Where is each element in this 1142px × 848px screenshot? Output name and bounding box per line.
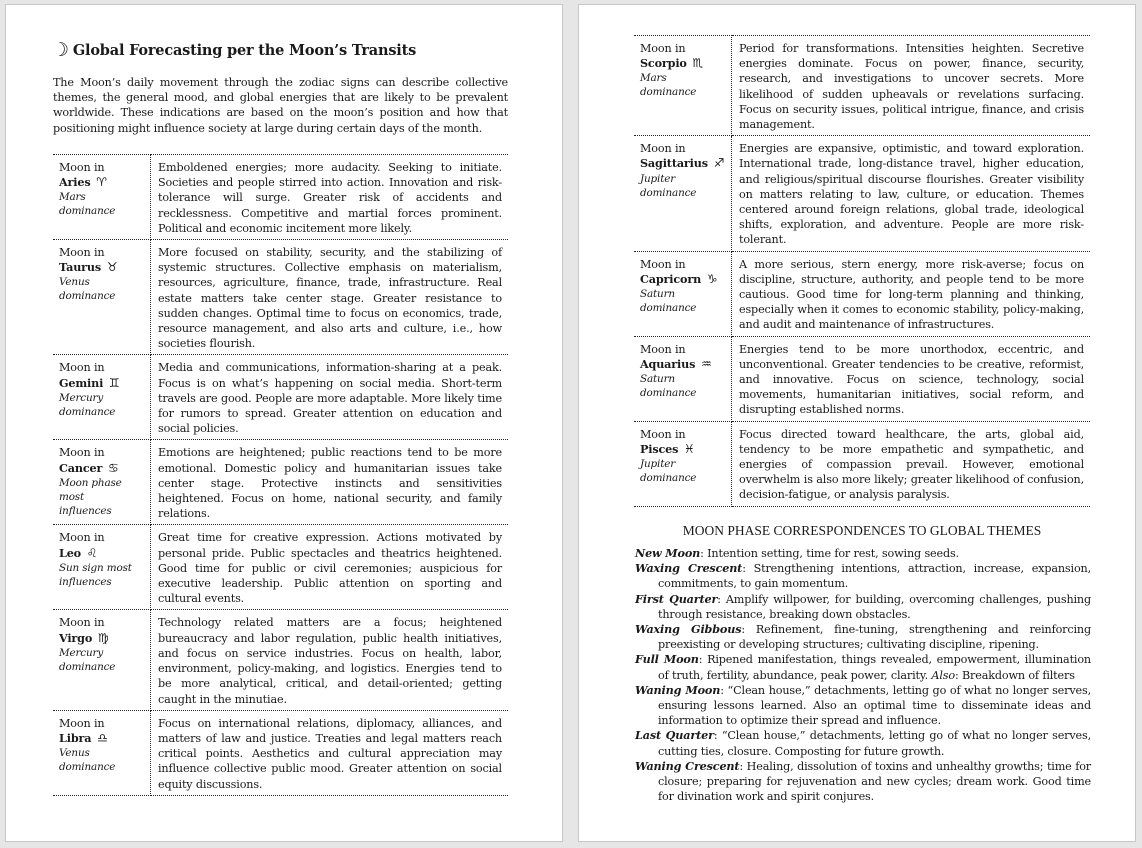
ruler-label: Sun sign most influences	[59, 561, 132, 588]
sign-description: Focus directed toward healthcare, the arts, global aid, tendency to be more empathetic and sympathetic, and energies of compassion prevail. However, emotional overwhelm is also more likely; greater likelihood of confusion, decision-fatigue, or analysis paralysis.	[732, 421, 1091, 506]
phase-item-waning-crescent	[635, 759, 1091, 805]
sign-name-text: Virgo	[59, 630, 93, 645]
sign-label-cell	[53, 710, 151, 795]
zodiac-table-left	[53, 154, 508, 796]
sign-name	[59, 461, 144, 476]
document-page-left	[5, 4, 563, 842]
phase-name: Waxing Gibbous	[635, 622, 742, 637]
also-text: : Breakdown of filters	[954, 668, 1075, 682]
ruler-label: Mars dominance	[640, 72, 697, 99]
table-row	[634, 336, 1090, 421]
moon-in-label: Moon in	[59, 161, 105, 174]
ruler-label: Jupiter dominance	[640, 172, 697, 199]
libra-icon: ♎︎	[97, 730, 108, 745]
sign-description: More focused on stability, security, and the stabilizing of systemic structures. Collective emphasis on materialism, resources, agriculture, finance, trade, infrastructure. Real estate matters take center stage. Greater resistance to sudden changes. Optimal time to focus on economics, trade, resource management, and also arts and culture, i.e., how societies flourish.	[151, 240, 509, 355]
phase-item-waning-moon	[635, 683, 1091, 729]
phase-name: Waning Moon	[635, 682, 721, 697]
pisces-icon: ♓︎	[684, 441, 695, 456]
sign-label-cell	[53, 525, 151, 610]
phase-item-full-moon	[635, 652, 1091, 682]
sign-name	[640, 272, 725, 287]
sign-name	[59, 376, 144, 391]
page-title	[52, 38, 416, 60]
sign-label-cell	[53, 610, 151, 710]
page-title-text: Global Forecasting per the Moon’s Transits	[72, 42, 417, 59]
moon-in-label: Moon in	[59, 531, 105, 545]
sign-name-text: Scorpio	[640, 56, 687, 71]
table-row	[53, 525, 508, 610]
sign-description: Media and communications, information-sharing at a peak. Focus is on what’s happening on social media. Short-term travels are good. People are more adaptable. More likely time for rumors to spread. Greater attention on education and social policies.	[151, 355, 509, 440]
ruler-label: Jupiter dominance	[640, 458, 697, 485]
moon-in-label: Moon in	[640, 257, 686, 271]
crescent-moon-icon: ☽	[52, 39, 69, 61]
sign-name-text: Libra	[59, 730, 92, 745]
ruler-label: Mars dominance	[59, 191, 116, 218]
sign-description: A more serious, stern energy, more risk-averse; focus on discipline, structure, authority, and people tend to be more cautious. Good time for long-term planning and thinking, especially when it comes to economic stability, policy-making, and audit and maintenance of infrastructures.	[732, 251, 1091, 336]
ruler-label: Saturn dominance	[640, 288, 697, 315]
leo-icon: ♌︎	[86, 545, 98, 560]
phase-text: : Ripened manifestation, things revealed, empowerment, illumination of truth, fertility, abundance, peak power, clarity.	[658, 653, 1091, 682]
phase-item-new-moon	[635, 546, 1091, 561]
table-row	[53, 355, 508, 440]
moon-in-label: Moon in	[59, 246, 105, 260]
ruler-label: Venus dominance	[59, 747, 116, 774]
phase-text: : Refinement, fine-tuning, strengthening and reinforcing preexisting or developing structures; cultivating discipline, ripening.	[658, 623, 1091, 652]
sign-description: Technology related matters are a focus; heightened bureaucracy and labor regulation, public health initiatives, and focus on service industries. Focus on health, labor, environment, policy-making, and logistics. Energies tend to be more analytical, critical, and detail-oriented; getting caught in the minutiae.	[151, 610, 509, 710]
moon-in-label: Moon in	[59, 716, 105, 730]
sign-description: Emotions are heightened; public reactions tend to be more emotional. Domestic policy and humanitarian issues take center stage. Protective instincts and sensitivities heightened. Focus on home, national security, and family relations.	[151, 440, 509, 525]
sign-name	[640, 156, 725, 171]
sign-description: Focus on international relations, diplomacy, alliances, and matters of law and justice. Treaties and legal matters reach critical points. Aesthetics and cultural appreciation may influence collective public mood. Greater attention on social equity discussions.	[151, 710, 509, 795]
phase-text: : “Clean house,” detachments, letting go of what no longer serves, cutting ties, closure. Composting for future growth.	[658, 729, 1091, 758]
table-row	[53, 240, 508, 355]
sign-label-cell	[634, 251, 732, 336]
sign-name-text: Capricorn	[640, 271, 702, 286]
phase-name: First Quarter	[635, 591, 718, 606]
phase-text: : Healing, dissolution of toxins and unhealthy growths; time for closure; preparing for rejuvenation and new cycles; dream work. Good time for divination work and spirit conjures.	[658, 759, 1091, 804]
moon-in-label: Moon in	[640, 342, 686, 356]
gemini-icon: ♊︎	[109, 375, 120, 390]
sign-label-cell	[634, 421, 732, 506]
sign-name	[59, 731, 144, 746]
sign-name	[640, 56, 725, 71]
virgo-icon: ♍︎	[97, 630, 109, 645]
sign-name-text: Cancer	[59, 460, 103, 475]
sign-name	[59, 631, 144, 646]
moon-in-label: Moon in	[59, 361, 105, 375]
sign-name	[640, 442, 725, 457]
capricorn-icon: ♑︎	[706, 271, 718, 286]
sign-description: Energies are expansive, optimistic, and toward exploration. International trade, long-distance travel, higher education, and religious/spiritual discourse flourishes. Greater visibility on matters relating to law, culture, or education. Themes centered around foreign relations, global trade, ideological shifts, exploration, and adventure. People are more risk-tolerant.	[732, 136, 1091, 251]
table-row	[634, 36, 1090, 136]
sign-label-cell	[634, 136, 732, 251]
table-row	[634, 251, 1090, 336]
aries-icon: ♈︎	[96, 175, 107, 190]
moon-phase-heading: MOON PHASE CORRESPONDENCES TO GLOBAL THEMES	[682, 523, 1042, 538]
sign-label-cell	[53, 155, 151, 240]
ruler-label: Venus dominance	[59, 276, 116, 303]
phase-text: : “Clean house,” detachments, letting go of what no longer serves, ensuring lessons learned. Also an optimal time to disseminate ideas and information to optimize their spread and influence.	[658, 683, 1091, 728]
moon-phase-list	[635, 546, 1091, 804]
ruler-label: Mercury dominance	[59, 391, 116, 418]
moon-in-label: Moon in	[640, 427, 686, 441]
sign-name-text: Pisces	[640, 441, 679, 456]
phase-name: Waning Crescent	[635, 758, 740, 773]
sign-label-cell	[53, 240, 151, 355]
ruler-label: Moon phase most influences	[59, 476, 122, 517]
sagittarius-icon: ♐︎	[713, 156, 725, 171]
table-row	[53, 610, 508, 710]
moon-in-label: Moon in	[640, 42, 686, 55]
table-row	[634, 421, 1090, 506]
sign-name-text: Gemini	[59, 375, 104, 390]
sign-label-cell	[53, 440, 151, 525]
ruler-label: Mercury dominance	[59, 646, 116, 673]
sign-name-text: Sagittarius	[640, 156, 708, 171]
sign-name-text: Leo	[59, 545, 81, 560]
moon-in-label: Moon in	[59, 616, 105, 630]
sign-name-text: Aries	[59, 175, 91, 190]
document-page-right	[578, 4, 1136, 842]
phase-item-last-quarter	[635, 728, 1091, 758]
phase-name: Full Moon	[635, 652, 699, 667]
phase-name: New Moon	[635, 546, 701, 560]
sign-label-cell	[53, 355, 151, 440]
phase-text: : Amplify willpower, for building, overcoming challenges, pushing through resistance, breaking down obstacles.	[658, 592, 1091, 621]
sign-label-cell	[634, 336, 732, 421]
sign-name-text: Aquarius	[640, 356, 696, 371]
sign-description: Period for transformations. Intensities heighten. Secretive energies dominate. Focus on power, finance, security, research, and investigations to uncover secrets. More likelihood of sudden upheavals or revelations surfacing. Focus on security issues, political intrigue, finance, and crisis management.	[732, 36, 1091, 136]
moon-in-label: Moon in	[640, 142, 686, 156]
moon-in-label: Moon in	[59, 446, 105, 460]
sign-name	[59, 546, 144, 561]
sign-name	[640, 357, 725, 372]
cancer-icon: ♋︎	[107, 460, 119, 475]
sign-name	[59, 175, 144, 190]
sign-description: Great time for creative expression. Actions motivated by personal pride. Public spectacles and theatrics heightened. Good time for public or civil ceremonies; auspicious for executive leadership. Public attention on sporting and cultural events.	[151, 525, 509, 610]
sign-name-text: Taurus	[59, 260, 102, 275]
phase-item-waxing-gibbous	[635, 622, 1091, 652]
table-row	[53, 155, 508, 240]
intro-paragraph: The Moon’s daily movement through the zodiac signs can describe collective themes, the general mood, and global energies that are likely to be prevalent worldwide. These indications are based on the moon’s position and how that positioning might influence society at large during certain days of the month.	[53, 76, 508, 135]
sign-description: Emboldened energies; more audacity. Seeking to initiate. Societies and people stirred into action. Innovation and risk-tolerance will surge. Greater risk of accidents and recklessness. Competitive and martial forces prominent. Political and economic incitement more likely.	[151, 155, 509, 240]
taurus-icon: ♉︎	[106, 260, 118, 275]
phase-text: : Intention setting, time for rest, sowing seeds.	[700, 547, 959, 560]
scorpio-icon: ♏︎	[692, 56, 704, 71]
also-label: Also	[931, 668, 955, 682]
phase-name: Waxing Crescent	[635, 561, 743, 576]
phase-name: Last Quarter	[635, 728, 714, 743]
sign-name	[59, 260, 144, 275]
ruler-label: Saturn dominance	[640, 373, 697, 400]
table-row	[53, 710, 508, 795]
sign-description: Energies tend to be more unorthodox, eccentric, and unconventional. Greater tendencies to be creative, reformist, and innovative. Focus on science, technology, social movements, humanitarian initiatives, social reform, and disrupting established norms.	[732, 336, 1091, 421]
zodiac-table-right	[634, 35, 1090, 507]
sign-label-cell	[634, 36, 732, 136]
phase-item-waxing-crescent	[635, 561, 1091, 591]
phase-text: : Strengthening intentions, attraction, increase, expansion, commitments, to gain momentum.	[658, 562, 1091, 591]
aquarius-icon: ♒︎	[701, 356, 712, 371]
table-row	[634, 136, 1090, 251]
table-row	[53, 440, 508, 525]
phase-item-first-quarter	[635, 592, 1091, 622]
